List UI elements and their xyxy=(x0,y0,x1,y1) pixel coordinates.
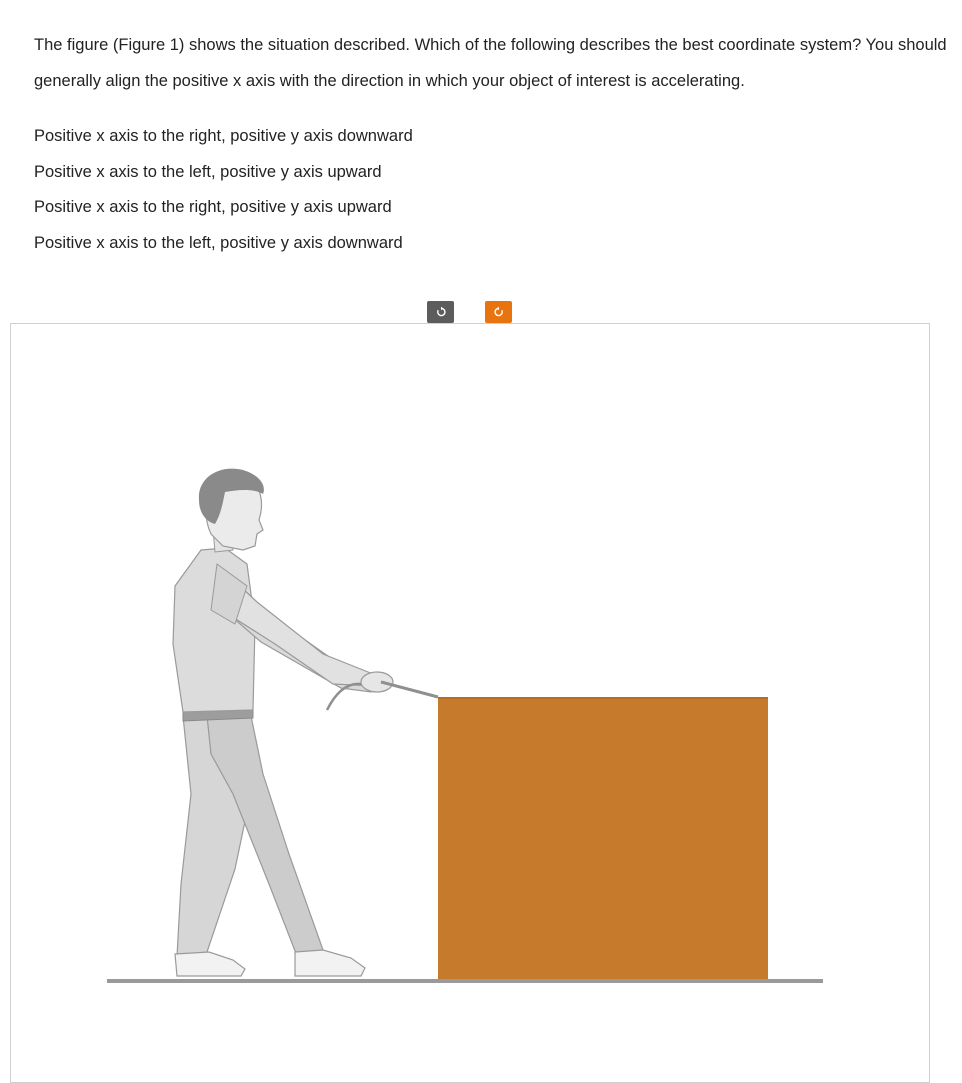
rotate-clockwise-icon xyxy=(493,306,505,318)
rope xyxy=(381,682,438,697)
answer-choices xyxy=(34,119,413,261)
choice-left-down[interactable]: Positive x axis to the left, positive y axis downward xyxy=(34,233,403,252)
question-text: The figure (Figure 1) shows the situation described. Which of the following describes the best coordinate system? You should generally align the positive x axis with the direction in which your object of interest is accelerating. xyxy=(34,36,947,90)
choice-left-up[interactable]: Positive x axis to the left, positive y axis upward xyxy=(34,162,382,181)
choice-right-up[interactable]: Positive x axis to the right, positive y axis upward xyxy=(34,198,392,216)
person-torso xyxy=(173,548,255,712)
choice-right-down[interactable]: Positive x axis to the right, positive y axis downward xyxy=(34,127,413,145)
person-back-shoe xyxy=(175,952,245,976)
rotate-left-button[interactable] xyxy=(427,301,454,323)
crate xyxy=(438,697,768,981)
figure-illustration xyxy=(11,324,931,1066)
ground-line xyxy=(107,979,823,983)
rotate-counterclockwise-icon xyxy=(435,306,447,318)
person-hands xyxy=(361,672,393,692)
figure-panel xyxy=(10,323,930,1083)
person-front-shoe xyxy=(295,950,365,976)
rotate-right-button[interactable] xyxy=(485,301,512,323)
